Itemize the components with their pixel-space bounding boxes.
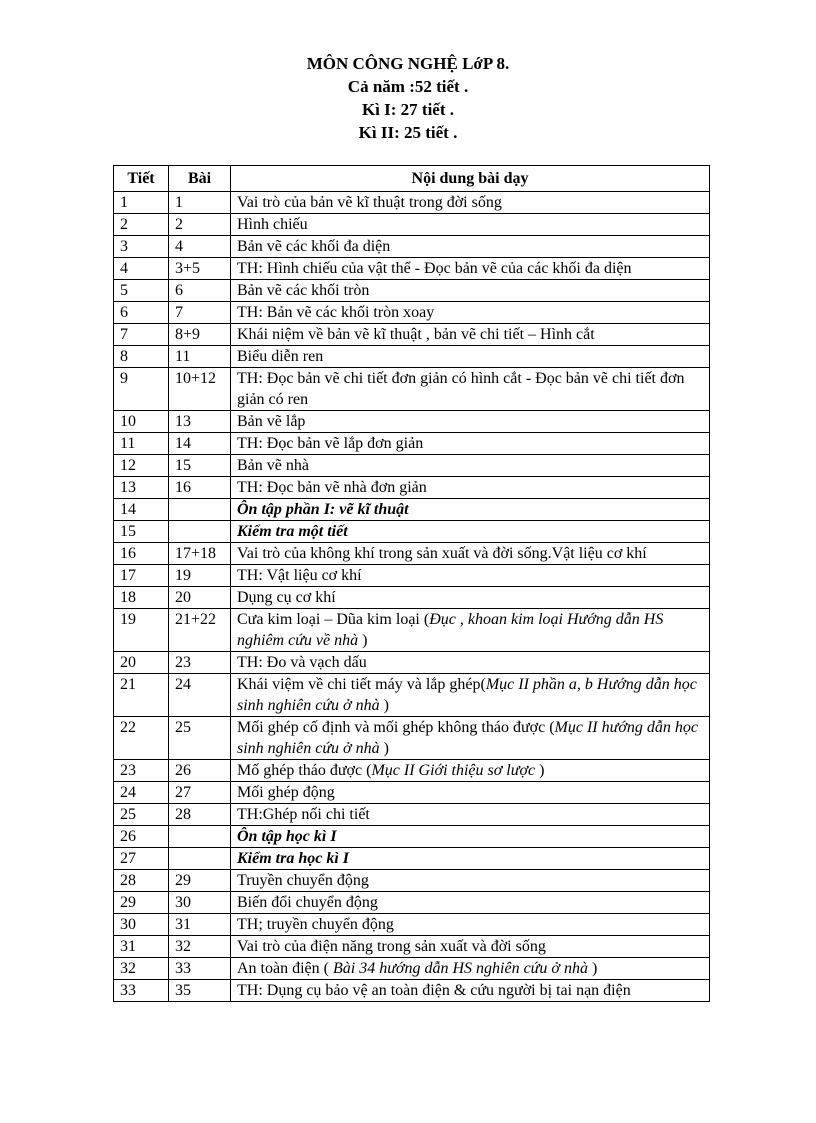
cell-tiet: 15 xyxy=(114,521,169,543)
content-text: ) xyxy=(383,697,389,714)
content-text: Bản vẽ các khối tròn xyxy=(237,282,370,299)
table-row xyxy=(114,914,710,936)
content-text: TH: Đọc bản vẽ lắp đơn giản xyxy=(237,435,424,452)
content-text: ) xyxy=(383,740,389,757)
cell-bai: 23 xyxy=(169,652,231,674)
content-text: TH: Đo và vạch dấu xyxy=(237,654,367,671)
cell-tiet: 23 xyxy=(114,760,169,782)
cell-content xyxy=(231,958,710,980)
content-text: Mối ghép cố định và mối ghép không tháo được ( xyxy=(237,719,555,736)
table-row xyxy=(114,192,710,214)
table-row xyxy=(114,236,710,258)
cell-content xyxy=(231,848,710,870)
cell-content xyxy=(231,280,710,302)
cell-bai: 27 xyxy=(169,782,231,804)
cell-tiet: 21 xyxy=(114,674,169,717)
cell-content xyxy=(231,324,710,346)
table-row xyxy=(114,521,710,543)
table-row xyxy=(114,543,710,565)
content-text: Biến đổi chuyển động xyxy=(237,894,378,911)
cell-tiet: 24 xyxy=(114,782,169,804)
cell-bai: 33 xyxy=(169,958,231,980)
cell-content xyxy=(231,192,710,214)
cell-content xyxy=(231,587,710,609)
cell-tiet: 7 xyxy=(114,324,169,346)
term1-periods: Kì I: 27 tiết . xyxy=(361,100,455,119)
cell-tiet: 2 xyxy=(114,214,169,236)
cell-bai: 21+22 xyxy=(169,609,231,652)
cell-bai: 10+12 xyxy=(169,368,231,411)
cell-content xyxy=(231,433,710,455)
cell-tiet: 27 xyxy=(114,848,169,870)
cell-bai: 17+18 xyxy=(169,543,231,565)
content-text: Biểu diễn ren xyxy=(237,348,324,365)
table-body xyxy=(114,192,710,1002)
cell-content xyxy=(231,804,710,826)
cell-bai xyxy=(169,848,231,870)
table-row xyxy=(114,782,710,804)
cell-tiet: 26 xyxy=(114,826,169,848)
content-text: Dụng cụ cơ khí xyxy=(237,589,336,606)
cell-tiet: 13 xyxy=(114,477,169,499)
cell-bai: 7 xyxy=(169,302,231,324)
cell-bai: 26 xyxy=(169,760,231,782)
cell-bai: 35 xyxy=(169,980,231,1002)
content-text: Vai trò của không khí trong sản xuất và đời sống.Vật liệu cơ khí xyxy=(237,545,647,562)
cell-content xyxy=(231,914,710,936)
cell-tiet: 33 xyxy=(114,980,169,1002)
cell-bai: 20 xyxy=(169,587,231,609)
column-header-content: Nội dung bài dạy xyxy=(231,166,710,192)
cell-bai: 15 xyxy=(169,455,231,477)
content-text: Ôn tập học kì I xyxy=(237,828,337,845)
cell-content xyxy=(231,302,710,324)
content-text: Kiểm tra học kì I xyxy=(237,850,350,867)
cell-content xyxy=(231,609,710,652)
cell-bai: 29 xyxy=(169,870,231,892)
table-row xyxy=(114,411,710,433)
cell-bai: 2 xyxy=(169,214,231,236)
content-text: Mối ghép động xyxy=(237,784,335,801)
content-text: Truyền chuyển động xyxy=(237,872,369,889)
cell-tiet: 20 xyxy=(114,652,169,674)
table-row xyxy=(114,587,710,609)
table-row xyxy=(114,609,710,652)
cell-tiet: 14 xyxy=(114,499,169,521)
table-row xyxy=(114,892,710,914)
year-total-periods: Cả năm :52 tiết . xyxy=(347,77,469,96)
column-header-bai: Bài xyxy=(169,166,231,192)
table-row xyxy=(114,936,710,958)
content-text: Bản vẽ nhà xyxy=(237,457,309,474)
table-row xyxy=(114,324,710,346)
cell-content xyxy=(231,368,710,411)
content-text: Khái việm về chi tiết máy và lắp ghép( xyxy=(237,676,486,693)
cell-content xyxy=(231,499,710,521)
cell-tiet: 29 xyxy=(114,892,169,914)
cell-bai: 32 xyxy=(169,936,231,958)
cell-content xyxy=(231,455,710,477)
cell-tiet: 11 xyxy=(114,433,169,455)
content-text: TH: Bản vẽ các khối tròn xoay xyxy=(237,304,435,321)
cell-bai: 24 xyxy=(169,674,231,717)
cell-bai xyxy=(169,499,231,521)
table-row xyxy=(114,760,710,782)
content-text: Bản vẽ các khối đa diện xyxy=(237,238,391,255)
content-text: Vai trò của điện năng trong sản xuất và đời sống xyxy=(237,938,546,955)
cell-tiet: 9 xyxy=(114,368,169,411)
content-text: TH: Đọc bản vẽ chi tiết đơn giản có hình cắt - Đọc bản vẽ chi tiết đơn giản có ren xyxy=(237,370,685,408)
table-row xyxy=(114,652,710,674)
cell-content xyxy=(231,521,710,543)
cell-content xyxy=(231,652,710,674)
cell-content xyxy=(231,870,710,892)
cell-content xyxy=(231,717,710,760)
content-text: Bản vẽ lắp xyxy=(237,413,306,430)
content-text: Cưa kim loại – Dũa kim loại ( xyxy=(237,611,430,628)
cell-bai: 1 xyxy=(169,192,231,214)
cell-tiet: 5 xyxy=(114,280,169,302)
content-text: Kiểm tra một tiết xyxy=(237,523,348,540)
cell-content xyxy=(231,543,710,565)
table-row xyxy=(114,674,710,717)
cell-content xyxy=(231,477,710,499)
table-row xyxy=(114,455,710,477)
content-text: TH: Vật liệu cơ khí xyxy=(237,567,362,584)
cell-bai: 28 xyxy=(169,804,231,826)
syllabus-table xyxy=(113,165,710,1002)
table-row xyxy=(114,346,710,368)
cell-bai: 16 xyxy=(169,477,231,499)
cell-bai: 19 xyxy=(169,565,231,587)
table-row xyxy=(114,826,710,848)
table-header-row xyxy=(114,166,710,192)
cell-content xyxy=(231,346,710,368)
cell-bai xyxy=(169,521,231,543)
table-row xyxy=(114,565,710,587)
table-row xyxy=(114,280,710,302)
cell-tiet: 32 xyxy=(114,958,169,980)
table-row xyxy=(114,477,710,499)
table-row xyxy=(114,368,710,411)
table-row xyxy=(114,804,710,826)
column-header-tiet: Tiết xyxy=(114,166,169,192)
subject-title: MÔN CÔNG NGHỆ LớP 8. xyxy=(306,54,510,73)
cell-bai: 31 xyxy=(169,914,231,936)
table-row xyxy=(114,848,710,870)
table-row xyxy=(114,433,710,455)
cell-content xyxy=(231,236,710,258)
content-note-italic: Mục II hướng dẫn học sinh nghiên cứu ở nhà xyxy=(237,719,698,757)
cell-content xyxy=(231,258,710,280)
cell-content xyxy=(231,760,710,782)
cell-tiet: 10 xyxy=(114,411,169,433)
table-row xyxy=(114,870,710,892)
cell-content xyxy=(231,411,710,433)
cell-bai: 8+9 xyxy=(169,324,231,346)
cell-content xyxy=(231,782,710,804)
cell-tiet: 1 xyxy=(114,192,169,214)
cell-tiet: 18 xyxy=(114,587,169,609)
content-text: TH: Hình chiếu của vật thể - Đọc bản vẽ của các khối đa diện xyxy=(237,260,632,277)
table-row xyxy=(114,717,710,760)
table-row xyxy=(114,302,710,324)
table-row xyxy=(114,980,710,1002)
cell-bai: 25 xyxy=(169,717,231,760)
cell-content xyxy=(231,674,710,717)
content-text: TH:Ghép nối chi tiết xyxy=(237,806,370,823)
document-header xyxy=(0,52,816,144)
cell-tiet: 17 xyxy=(114,565,169,587)
content-text: Vai trò của bản vẽ kĩ thuật trong đời sống xyxy=(237,194,502,211)
cell-content xyxy=(231,936,710,958)
content-text: Hình chiếu xyxy=(237,216,308,233)
content-text: ) xyxy=(362,632,368,649)
content-text: TH: Đọc bản vẽ nhà đơn giản xyxy=(237,479,427,496)
cell-bai: 3+5 xyxy=(169,258,231,280)
content-text: TH; truyền chuyển động xyxy=(237,916,394,933)
cell-tiet: 6 xyxy=(114,302,169,324)
cell-tiet: 12 xyxy=(114,455,169,477)
cell-tiet: 30 xyxy=(114,914,169,936)
cell-bai: 4 xyxy=(169,236,231,258)
cell-tiet: 4 xyxy=(114,258,169,280)
cell-tiet: 8 xyxy=(114,346,169,368)
content-text: TH: Dụng cụ bảo vệ an toàn điện & cứu người bị tai nạn điện xyxy=(237,982,631,999)
content-note-italic: Đục , khoan kim loại Hướng dẫn HS nghiêm cứu về nhà xyxy=(237,611,664,649)
content-text: Khái niệm về bản vẽ kĩ thuật , bản vẽ chi tiết – Hình cắt xyxy=(237,326,595,343)
content-note-italic: Mục II Giới thiệu sơ lược xyxy=(371,762,540,779)
cell-content xyxy=(231,892,710,914)
table-row xyxy=(114,499,710,521)
content-note-italic: Bài 34 hướng dẫn HS nghiên cứu ở nhà xyxy=(332,960,592,977)
cell-tiet: 16 xyxy=(114,543,169,565)
cell-bai: 6 xyxy=(169,280,231,302)
cell-content xyxy=(231,565,710,587)
content-note-italic: Mục II phần a, b Hướng dẫn học sinh nghiên cứu ở nhà xyxy=(237,676,697,714)
table-row xyxy=(114,258,710,280)
cell-tiet: 31 xyxy=(114,936,169,958)
cell-bai: 30 xyxy=(169,892,231,914)
cell-content xyxy=(231,980,710,1002)
content-text: An toàn điện ( xyxy=(237,960,333,977)
cell-bai: 14 xyxy=(169,433,231,455)
content-text: ) xyxy=(591,960,598,977)
cell-bai: 13 xyxy=(169,411,231,433)
table-row xyxy=(114,958,710,980)
cell-tiet: 3 xyxy=(114,236,169,258)
cell-tiet: 22 xyxy=(114,717,169,760)
term2-periods: Kì II: 25 tiết . xyxy=(358,123,458,142)
cell-bai xyxy=(169,826,231,848)
cell-content xyxy=(231,214,710,236)
content-text: Ôn tập phần I: vẽ kĩ thuật xyxy=(237,501,409,518)
content-text: ) xyxy=(539,762,545,779)
table-row xyxy=(114,214,710,236)
cell-content xyxy=(231,826,710,848)
content-text: Mố ghép tháo được ( xyxy=(237,762,372,779)
cell-tiet: 19 xyxy=(114,609,169,652)
cell-tiet: 28 xyxy=(114,870,169,892)
cell-tiet: 25 xyxy=(114,804,169,826)
cell-bai: 11 xyxy=(169,346,231,368)
